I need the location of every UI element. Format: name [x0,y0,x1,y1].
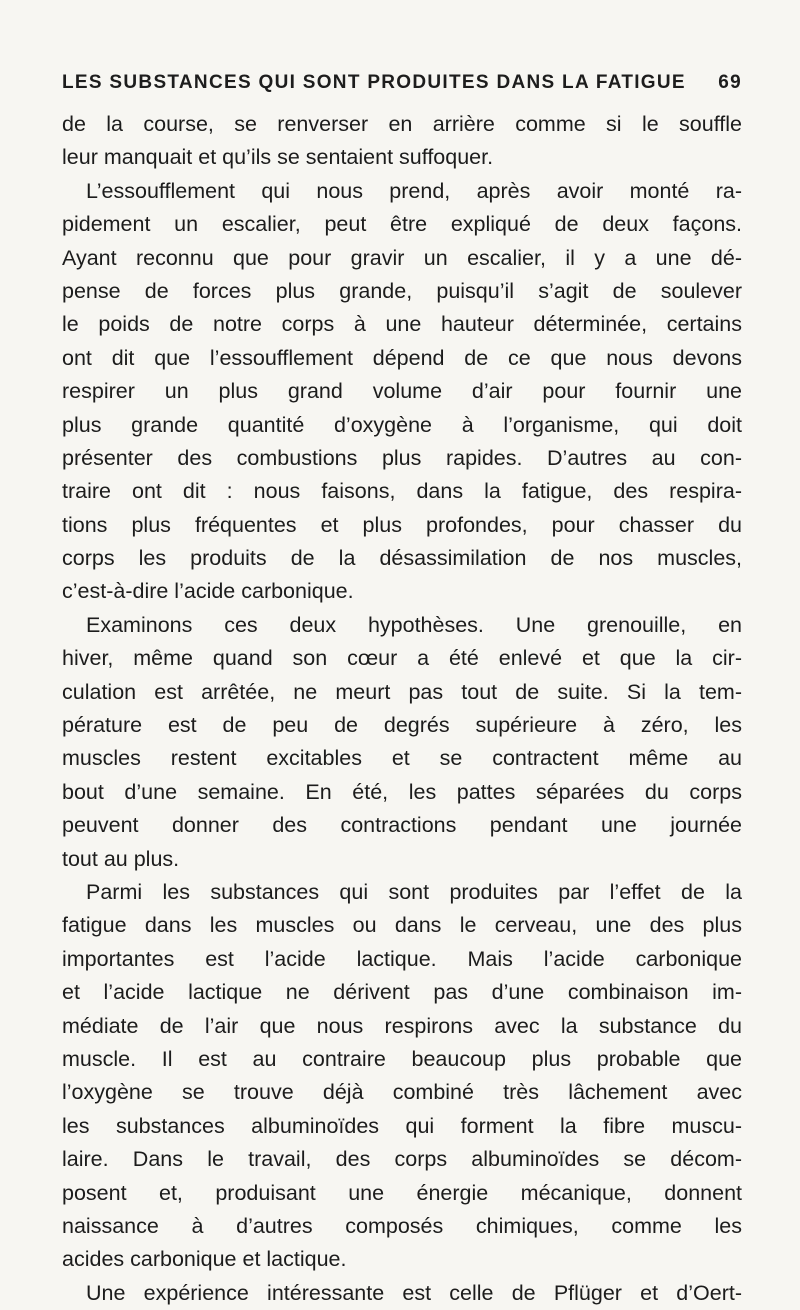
running-title: LES SUBSTANCES QUI SONT PRODUITES DANS LA FATIGUE [62,72,686,93]
paragraph-first-line: Examinons ces deux hypothèses. Une grenouille, en [86,612,742,637]
text-line: plus grande quantité d’oxygène à l’organisme, qui doit [62,412,742,437]
text-line: pérature est de peu de degrés supérieure à zéro, les [62,713,742,738]
text-line: pense de forces plus grande, puisqu’il s’agit de soulever [62,278,742,303]
text-line: corps les produits de la désassimilation de nos muscles, [62,546,742,571]
text-line: le poids de notre corps à une hauteur déterminée, certains [62,312,742,337]
text-line: importantes est l’acide lactique. Mais l’acide carbonique [62,946,742,971]
text-line: leur manquait et qu’ils se sentaient suffoquer. [62,145,494,170]
text-line: muscle. Il est au contraire beaucoup plus probable que [62,1046,742,1071]
text-line: ont dit que l’essoufflement dépend de ce que nous devons [62,345,742,370]
text-line: bout d’une semaine. En été, les pattes séparées du corps [62,779,742,804]
text-line: respirer un plus grand volume d’air pour fournir une [62,379,742,404]
running-header [62,72,742,100]
text-line: laire. Dans le travail, des corps albuminoïdes se décom- [62,1147,742,1172]
text-line: traire ont dit : nous faisons, dans la fatigue, des respira- [62,479,742,504]
paragraph-first-line: Une expérience intéressante est celle de Pflüger et d’Oert- [86,1280,742,1305]
text-line: naissance à d’autres composés chimiques, comme les [62,1213,742,1238]
text-line: fatigue dans les muscles ou dans le cerveau, une des plus [62,913,742,938]
text-line: peuvent donner des contractions pendant une journée [62,813,742,838]
text-line: tout au plus. [62,846,180,871]
text-line: de la course, se renverser en arrière comme si le souffle [62,112,742,136]
text-line: et l’acide lactique ne dérivent pas d’une combinaison im- [62,980,742,1005]
text-line: posent et, produisant une énergie mécanique, donnent [62,1180,742,1205]
text-line: muscles restent excitables et se contractent même au [62,746,742,771]
text-line: Ayant reconnu que pour gravir un escalier, il y a une dé- [62,245,742,270]
page-number: 69 [718,72,742,93]
paragraph-first-line: L’essoufflement qui nous prend, après avoir monté ra- [86,178,742,203]
text-line: l’oxygène se trouve déjà combiné très lâchement avec [62,1080,742,1105]
paragraph-first-line: Parmi les substances qui sont produites par l’effet de la [86,879,742,904]
text-line: tions plus fréquentes et plus profondes, pour chasser du [62,512,742,537]
text-line: culation est arrêtée, ne meurt pas tout de suite. Si la tem- [62,679,742,704]
text-line: les substances albuminoïdes qui forment la fibre muscu- [62,1113,742,1138]
text-line: c’est-à-dire l’acide carbonique. [62,579,354,604]
body-text [62,108,742,1310]
text-line: présenter des combustions plus rapides. D’autres au con- [62,445,742,470]
text-line: hiver, même quand son cœur a été enlevé et que la cir- [62,646,742,671]
text-line: pidement un escalier, peut être expliqué de deux façons. [62,212,742,237]
text-line: médiate de l’air que nous respirons avec la substance du [62,1013,742,1038]
text-line: acides carbonique et lactique. [62,1247,347,1272]
